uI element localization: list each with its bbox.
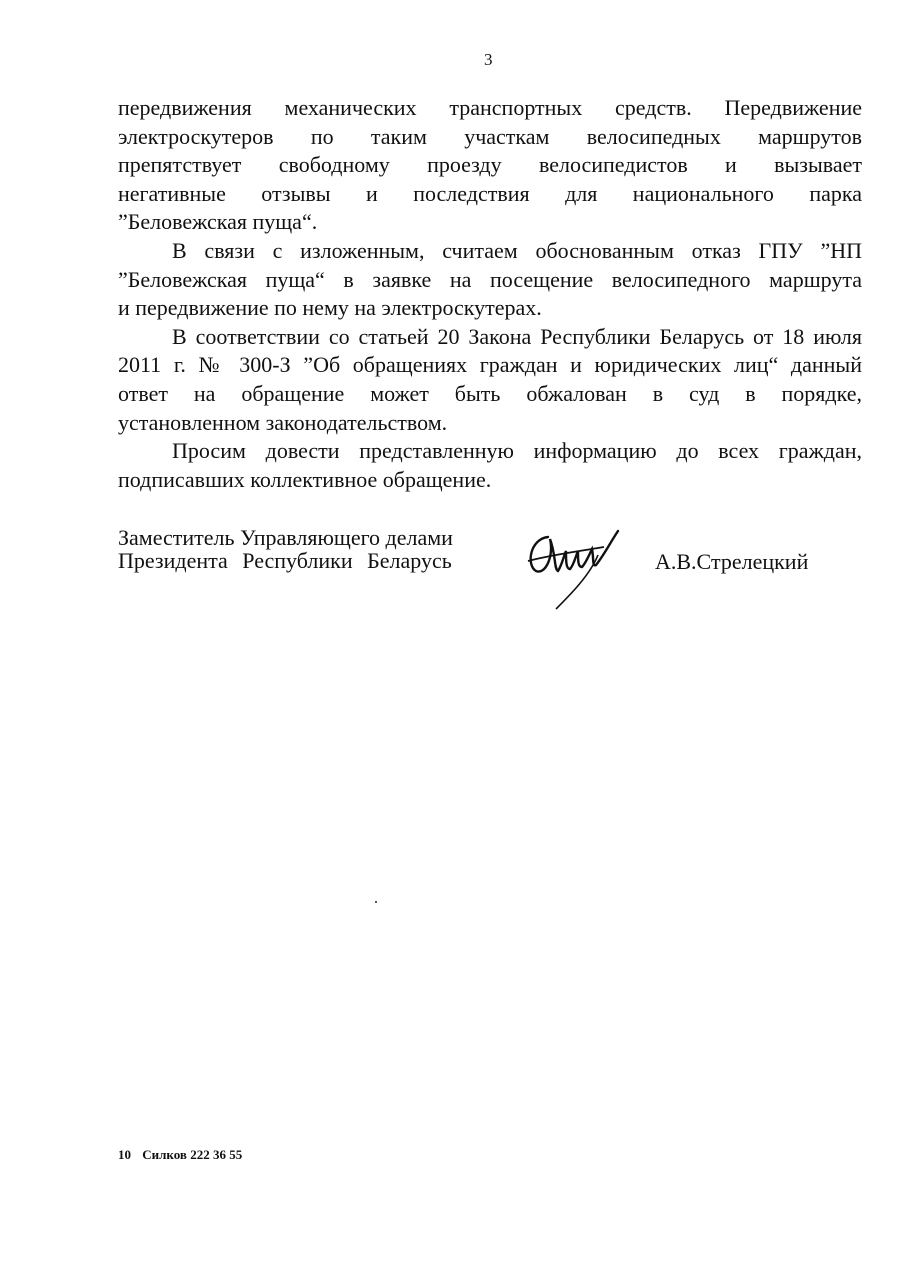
text-line: 2011 г. № 300-З ”Об обращениях граждан и юридических лиц“ данный <box>118 352 862 378</box>
scan-speck <box>375 901 377 903</box>
text-line: ответ на обращение может быть обжалован в суд в порядке, <box>118 380 862 406</box>
text-line: В соответствии со статьей 20 Закона Республики Беларусь от 18 июля <box>172 323 862 349</box>
signatory-title <box>118 526 453 572</box>
footer-executor: Силков 222 36 55 <box>142 1147 243 1162</box>
text-line: В связи с изложенным, считаем обоснованным отказ ГПУ ”НП <box>172 237 862 263</box>
signatory-name: А.В.Стрелецкий <box>655 549 809 574</box>
text-line: ”Беловежская пуща“ в заявке на посещение велосипедного маршрута <box>118 266 862 292</box>
handwritten-signature <box>520 525 630 615</box>
text-line: ”Беловежская пуща“. <box>118 209 318 235</box>
footer-contact <box>118 1147 242 1163</box>
text-line: негативные отзывы и последствия для национального парка <box>118 180 862 206</box>
page-number: 3 <box>484 50 493 69</box>
paragraph <box>118 323 862 437</box>
text-line: подписавших коллективное обращение. <box>118 466 492 492</box>
letter-body <box>118 94 862 494</box>
paragraph <box>118 94 862 237</box>
paragraph <box>118 237 862 323</box>
text-line: препятствует свободному проезду велосипедистов и вызывает <box>118 152 862 178</box>
signatory-title-line: Президента Республики Беларусь <box>118 548 452 573</box>
text-line: передвижения механических транспортных средств. Передвижение <box>118 95 862 120</box>
text-line: Просим довести представленную информацию до всех граждан, <box>172 438 862 464</box>
text-line: и передвижение по нему на электроскутерах. <box>118 295 542 321</box>
text-line: электроскутеров по таким участкам велосипедных маршрутов <box>118 123 862 149</box>
footer-number: 10 <box>118 1147 131 1162</box>
paragraph <box>118 437 862 494</box>
text-line: установленном законодательством. <box>118 409 448 435</box>
signatory-title-line: Заместитель Управляющего делами <box>118 525 453 550</box>
